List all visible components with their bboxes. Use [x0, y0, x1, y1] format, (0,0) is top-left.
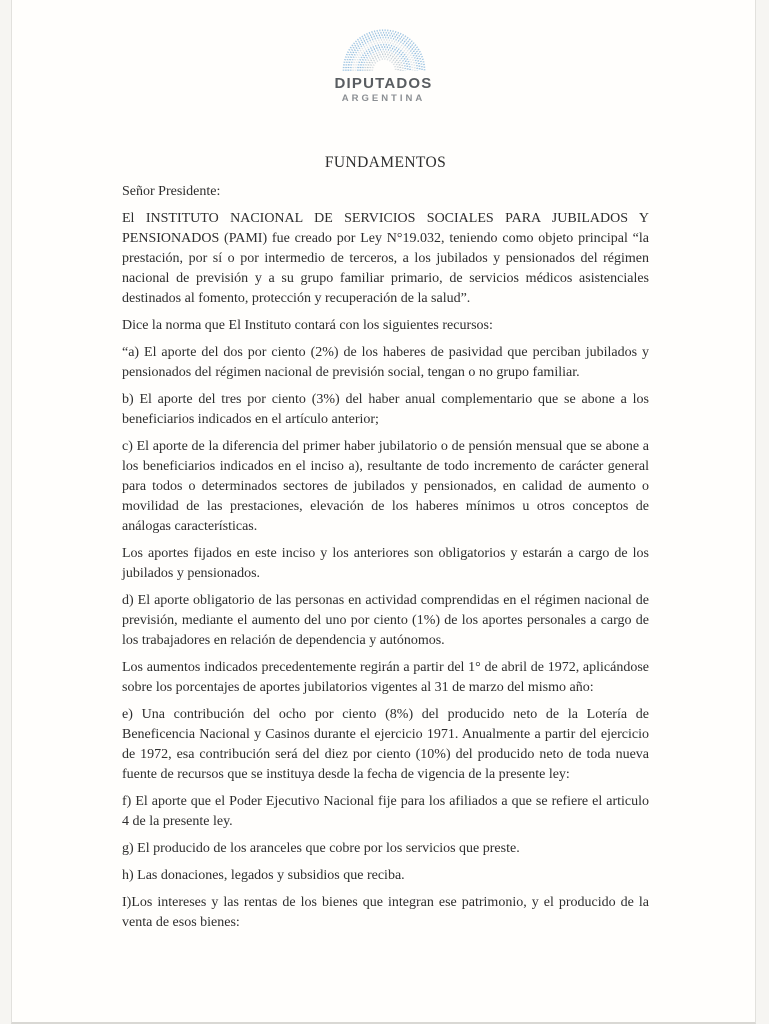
paragraph-intro: El INSTITUTO NACIONAL DE SERVICIOS SOCIALES PARA JUBILADOS Y PENSIONADOS (PAMI) fue creado por Ley N°19.032, teniendo como objeto principal “la prestación, por sí o por intermedio de terceros, a los jubilados y pensionados del régimen nacional de previsión y a su grupo familiar primario, de servicios médicos asistenciales destinados al fomento, protección y recuperación de la salud”.: [122, 211, 649, 306]
paragraph-item-c: c) El aporte de la diferencia del primer haber jubilatorio o de pensión mensual que se abone a los beneficiarios indicados en el inciso a), resultante de todo incremento de carácter general para todos o determinados sectores de jubilados y pensionados, en calidad de aumento o movilidad de las prestaciones, elevación de los haberes mínimos u otros conceptos de análogas características.: [122, 439, 649, 534]
paragraph-item-b: b) El aporte del tres por ciento (3%) del haber anual complementario que se abone a los beneficiarios indicados en el artículo anterior;: [122, 392, 649, 427]
salutation: Señor Presidente:: [122, 184, 221, 199]
paragraph-item-e: e) Una contribución del ocho por ciento (8%) del producido neto de la Lotería de Beneficencia Nacional y Casinos durante el ejercicio 1971. Anualmente a partir del ejercicio de 1972, esa contribución será del diez por ciento (10%) del producido neto de toda nueva fuente de recursos que se instituya desde la fecha de vigencia de la presente ley:: [122, 707, 649, 782]
paragraph-item-f: f) El aporte que el Poder Ejecutivo Nacional fije para los afiliados a que se refiere el articulo 4 de la presente ley.: [122, 794, 649, 829]
logo-subtitle: ARGENTINA: [341, 93, 426, 104]
paragraph-aportes-obligatorios: Los aportes fijados en este inciso y los anteriores son obligatorios y estarán a cargo de los jubilados y pensionados.: [122, 546, 649, 581]
paragraph-resources-lead: Dice la norma que El Instituto contará con los siguientes recursos:: [122, 318, 493, 333]
paragraph-item-h: h) Las donaciones, legados y subsidios que reciba.: [122, 868, 405, 883]
hemicycle-logo-icon: [338, 26, 430, 75]
paragraph-item-g: g) El producido de los aranceles que cobre por los servicios que preste.: [122, 841, 520, 856]
paragraph-item-d: d) El aporte obligatorio de las personas en actividad comprendidas en el régimen nacional de previsión, mediante el aumento del uno por ciento (1%) de los aportes personales a cargo de los trabajadores en relación de dependencia y autónomos.: [122, 593, 649, 648]
doc-title: FUNDAMENTOS: [324, 154, 447, 171]
logo-title: DIPUTADOS: [334, 75, 433, 92]
document-body: [12, 154, 755, 933]
paragraph-item-i: I)Los intereses y las rentas de los bienes que integran ese patrimonio, y el producido de la venta de esos bienes:: [122, 895, 649, 930]
paragraph-aumentos: Los aumentos indicados precedentemente regirán a partir del 1° de abril de 1972, aplicándose sobre los porcentajes de aportes jubilatorios vigentes al 31 de marzo del mismo año:: [122, 660, 649, 695]
document-page: [11, 0, 756, 1024]
logo: [12, 26, 755, 104]
paragraph-item-a: “a) El aporte del dos por ciento (2%) de los haberes de pasividad que perciban jubilados y pensionados del régimen nacional de previsión social, tengan o no grupo familiar.: [122, 345, 649, 380]
